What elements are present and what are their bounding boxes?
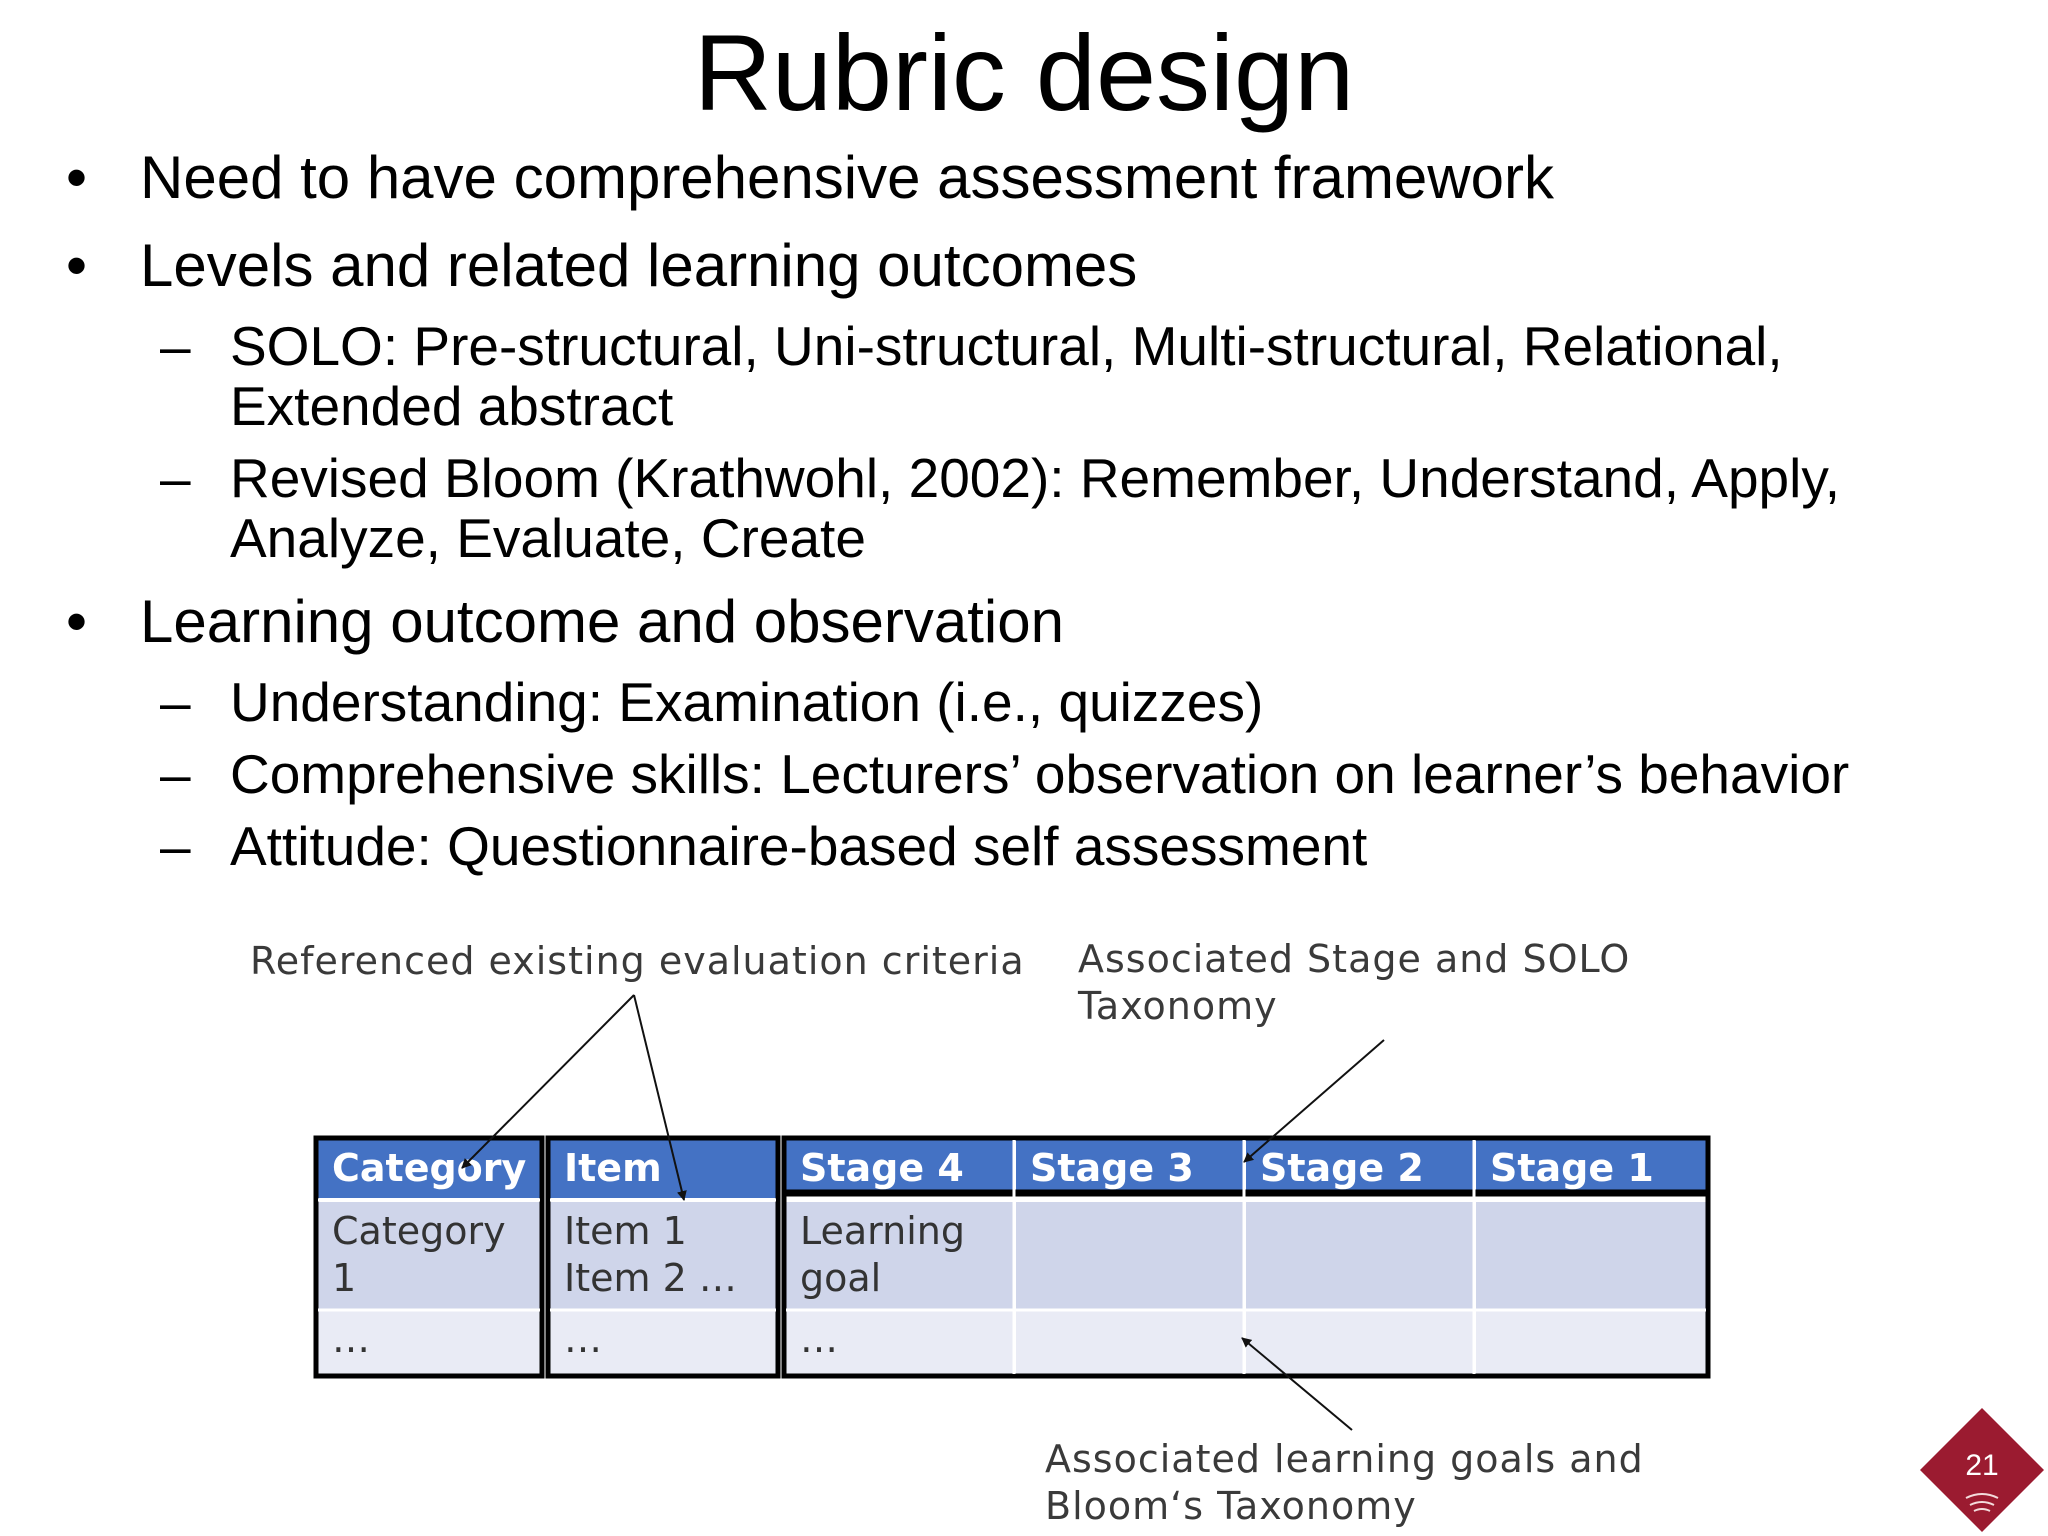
cell-learning-goal: Learning goal [786,1202,1013,1310]
dash-mark: – [160,743,191,805]
cell-stage-4-more: … [786,1310,1013,1374]
category-group-border [316,1138,542,1376]
bullet-mark: • [66,588,88,655]
header-cell-stage-4: Stage 4 [786,1140,1013,1190]
cell-category-more: … [318,1310,540,1374]
header-cell-category: Category [318,1140,540,1198]
item-group-border [548,1138,778,1376]
slide-title: Rubric design [693,12,1355,133]
header-cell-stage-1: Stage 1 [1476,1140,1706,1190]
sub-bullet-text: Revised Bloom (Krathwohl, 2002): Remember, Understand, Apply, Analyze, Evaluate, Create [230,447,1841,569]
annotation-stage-solo: Associated Stage and SOLO Taxonomy [1078,937,1631,1028]
bullet-text: Levels and related learning outcomes [140,232,1138,299]
dash-mark: – [160,671,191,733]
sub-bullet-text: Comprehensive skills: Lecturers’ observation on learner’s behavior [230,743,1850,805]
page-number: 21 [1965,1449,1999,1482]
cell-category-1: Category 1 [318,1202,540,1310]
arrow-to-stage-cells [1242,1338,1352,1430]
dash-mark: – [160,447,191,509]
header-cell-item: Item [550,1140,776,1198]
sub-bullet-text: Attitude: Questionnaire-based self assessment [230,815,1368,877]
sub-bullet-text: Understanding: Examination (i.e., quizzes) [230,671,1264,733]
cell-item-more: … [550,1310,776,1374]
header-cell-stage-2: Stage 2 [1246,1140,1473,1190]
dash-mark: – [160,315,191,377]
bullet-text: Learning outcome and observation [140,588,1064,655]
arrow-to-stage-header [1244,1040,1384,1162]
arrow-to-item [634,995,684,1200]
sub-bullet-text: SOLO: Pre-structural, Uni-structural, Multi-structural, Relational, Extended abstract [230,315,1783,437]
dash-mark: – [160,815,191,877]
annotation-bloom: Associated learning goals and Bloom‘s Taxonomy [1045,1437,1644,1528]
bullet-mark: • [66,144,88,211]
cell-items: Item 1 Item 2 … [550,1202,776,1310]
annotation-referenced-criteria: Referenced existing evaluation criteria [250,939,1025,983]
bullet-mark: • [66,232,88,299]
header-cell-stage-3: Stage 3 [1016,1140,1243,1190]
bullet-text: Need to have comprehensive assessment framework [140,144,1554,211]
